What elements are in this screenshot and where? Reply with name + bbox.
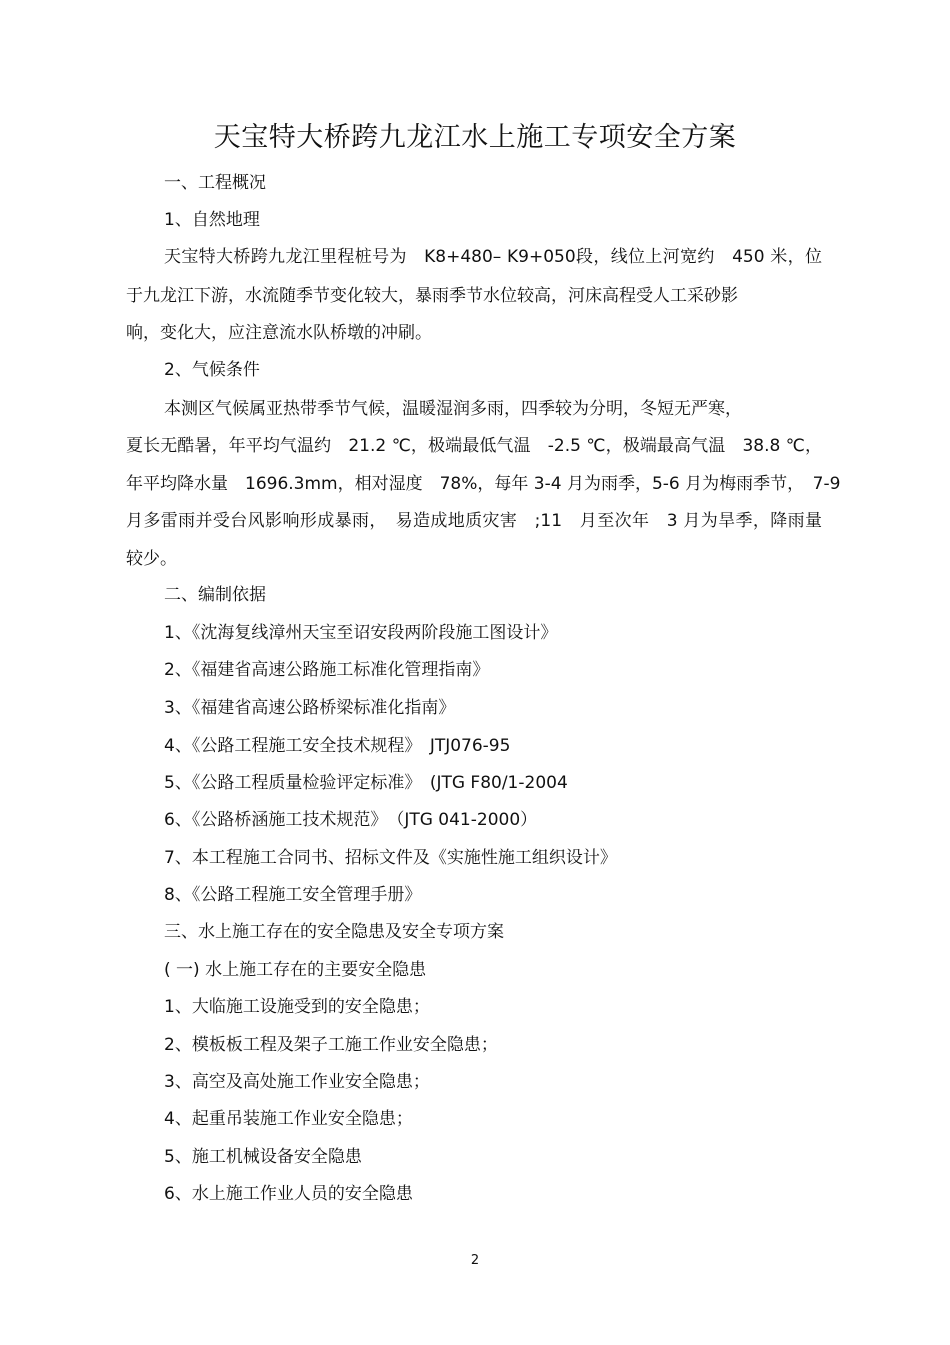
subsection-main-hazards: ( 一) 水上施工存在的主要安全隐患 — [164, 960, 427, 980]
document-title: 天宝特大桥跨九龙江水上施工专项安全方案 — [213, 122, 737, 153]
section-heading-overview: 一、工程概况 — [164, 173, 266, 193]
paragraph-line: 年平均降水量 1696.3mm，相对湿度 78%，每年 3-4 月为雨季，5-6 月为梅雨季节， 7-9 — [126, 474, 841, 494]
reference-item: 4、《公路工程施工安全技术规程》 JTJ076-95 — [164, 736, 511, 756]
reference-item: 6、《公路桥涵施工技术规范》 （JTG 041-2000） — [164, 810, 538, 830]
paragraph-line: 月多雷雨并受台风影响形成暴雨， 易造成地质灾害 ;11 月至次年 3 月为旱季，降雨量 — [126, 511, 822, 531]
section-heading-basis: 二、编制依据 — [164, 585, 266, 605]
reference-item: 7、本工程施工合同书、招标文件及《实施性施工组织设计》 — [164, 848, 617, 868]
subsection-geography: 1、自然地理 — [164, 210, 260, 230]
paragraph-line: 天宝特大桥跨九龙江里程桩号为 K8+480– K9+050段，线位上河宽约 450 米，位 — [164, 247, 822, 267]
hazard-item: 5、施工机械设备安全隐患 — [164, 1147, 362, 1167]
reference-item: 1、《沈海复线漳州天宝至诏安段两阶段施工图设计》 — [164, 623, 558, 643]
paragraph-line: 于九龙江下游，水流随季节变化较大，暴雨季节水位较高，河床高程受人工采砂影 — [126, 286, 738, 306]
paragraph-line: 本测区气候属亚热带季节气候，温暖湿润多雨，四季较为分明，冬短无严寒， — [164, 399, 742, 419]
reference-item: 5、《公路工程质量检验评定标准》 (JTG F80/1-2004 — [164, 773, 568, 793]
reference-item: 2、《福建省高速公路施工标准化管理指南》 — [164, 660, 490, 680]
reference-item: 3、《福建省高速公路桥梁标准化指南》 — [164, 698, 456, 718]
section-heading-hazards: 三、水上施工存在的安全隐患及安全专项方案 — [164, 922, 504, 942]
reference-item: 8、《公路工程施工安全管理手册》 — [164, 885, 422, 905]
hazard-item: 3、高空及高处施工作业安全隐患； — [164, 1072, 430, 1092]
hazard-item: 2、模板板工程及架子工施工作业安全隐患； — [164, 1035, 498, 1055]
paragraph-line: 较少。 — [126, 549, 177, 569]
subsection-climate: 2、气候条件 — [164, 360, 260, 380]
hazard-item: 6、水上施工作业人员的安全隐患 — [164, 1184, 413, 1204]
paragraph-line: 响，变化大，应注意流水队桥墩的冲刷。 — [126, 323, 432, 343]
hazard-item: 1、大临施工设施受到的安全隐患； — [164, 997, 430, 1017]
hazard-item: 4、起重吊装施工作业安全隐患； — [164, 1109, 413, 1129]
paragraph-line: 夏长无酷暑，年平均气温约 21.2 ℃，极端最低气温 -2.5 ℃，极端最高气温 38.8 ℃， — [126, 436, 822, 456]
page-number: 2 — [470, 1253, 480, 1268]
